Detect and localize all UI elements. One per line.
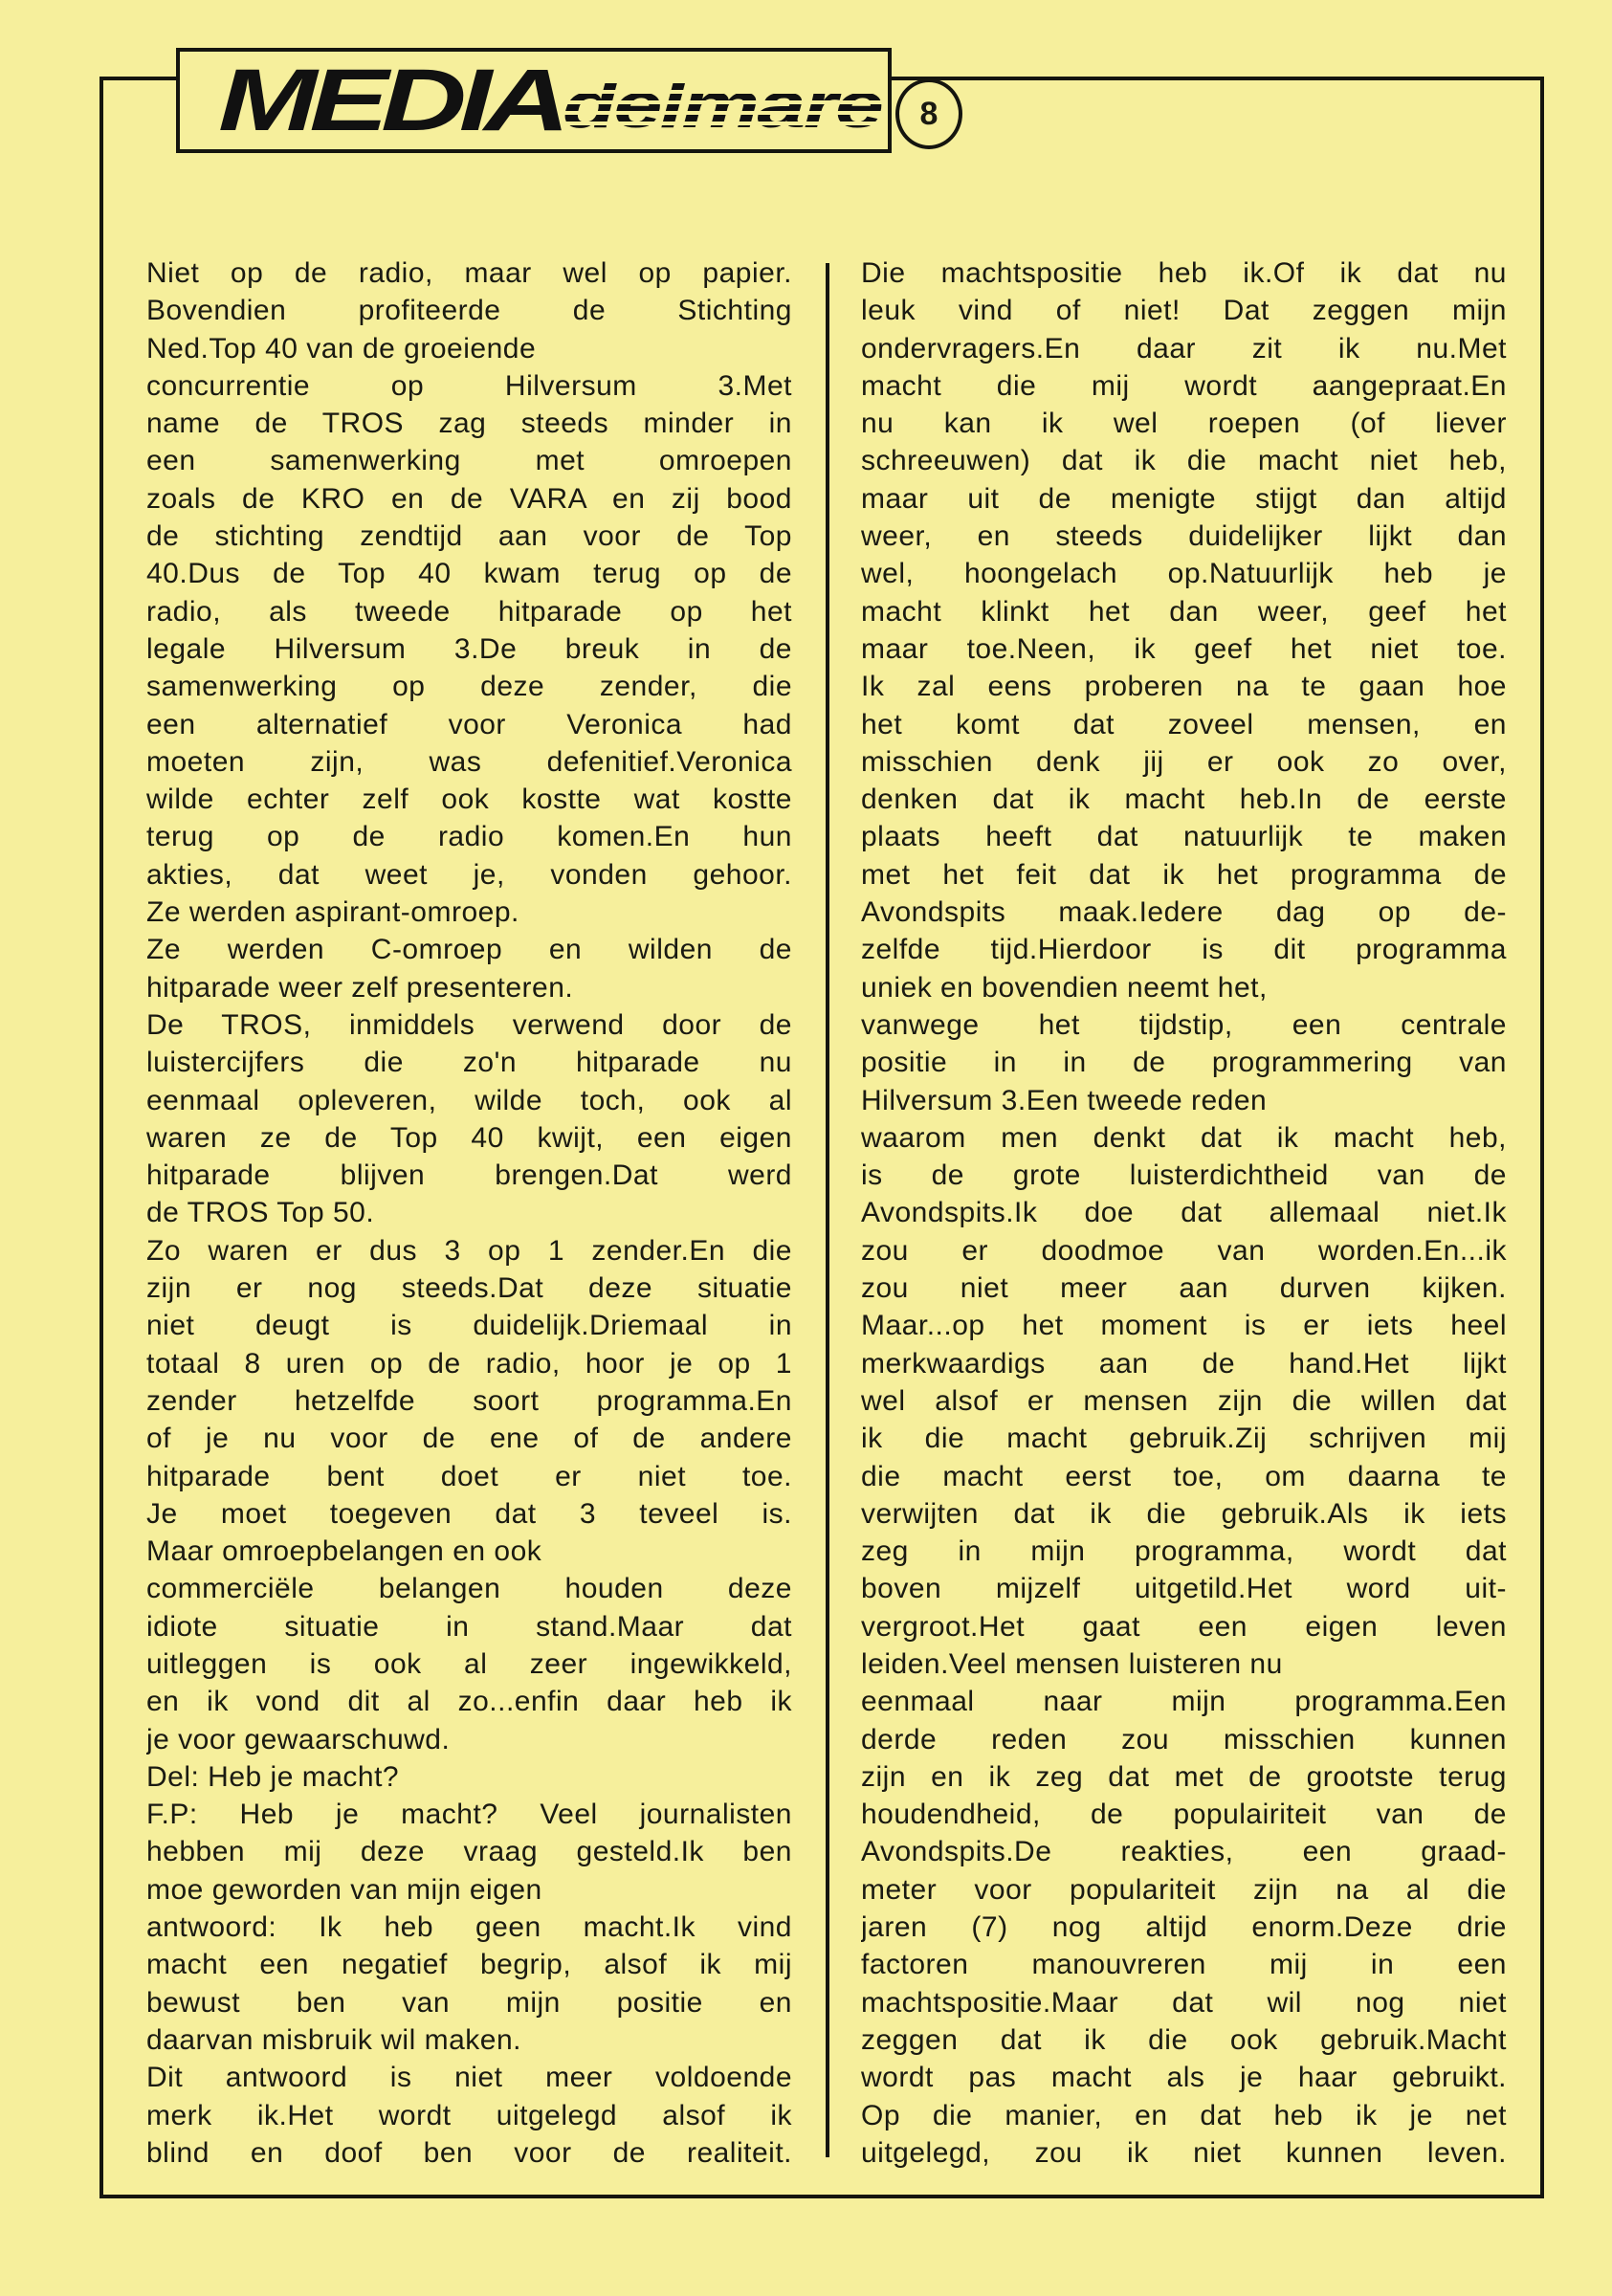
text-line: hitparade weer zelf presenteren. xyxy=(146,971,574,1004)
text-line: merkwaardigs aan de hand.Het lijkt xyxy=(861,1347,1507,1380)
text-line: zender hetzelfde soort programma.En xyxy=(146,1384,792,1417)
text-line: niet deugt is duidelijk.Driemaal in xyxy=(146,1310,792,1342)
article-column-left xyxy=(146,254,792,2172)
text-line: De TROS, inmiddels verwend door de xyxy=(146,1008,792,1041)
text-line: Niet op de radio, maar wel op papier. xyxy=(146,257,792,289)
text-line: Zo waren er dus 3 op 1 zender.En die xyxy=(146,1234,792,1267)
text-line: houdendheid, de populairiteit van de xyxy=(861,1799,1507,1831)
text-line: idiote situatie in stand.Maar dat xyxy=(146,1610,792,1643)
text-line: antwoord: Ik heb geen macht.Ik vind xyxy=(146,1911,792,1944)
text-line: zou niet meer aan durven kijken. xyxy=(861,1272,1507,1305)
text-line: legale Hilversum 3.De breuk in de xyxy=(146,632,792,665)
masthead xyxy=(176,48,892,153)
text-line: radio, als tweede hitparade op het xyxy=(146,595,792,628)
text-line: eenmaal naar mijn programma.Een xyxy=(861,1686,1507,1718)
text-line: zoals de KRO en de VARA en zij bood xyxy=(146,482,792,515)
text-line: machtspositie.Maar dat wil nog niet xyxy=(861,1986,1507,2019)
text-line: zou er doodmoe van worden.En...ik xyxy=(861,1234,1507,1267)
text-line: zelfde tijd.Hierdoor is dit programma xyxy=(861,934,1507,966)
text-line: misschien denk jij er ook zo over, xyxy=(861,745,1507,778)
text-line: een samenwerking met omroepen xyxy=(146,445,792,477)
text-line: merk ik.Het wordt uitgelegd alsof ik xyxy=(146,2099,792,2131)
text-line: is de grote luisterdichtheid van de xyxy=(861,1159,1507,1192)
text-line: vanwege het tijdstip, een centrale xyxy=(861,1008,1507,1041)
text-line: name de TROS zag steeds minder in xyxy=(146,408,792,440)
text-line: Maar...op het moment is er iets heel xyxy=(861,1310,1507,1342)
text-line: luistercijfers die zo'n hitparade nu xyxy=(146,1047,792,1079)
text-line: samenwerking op deze zender, die xyxy=(146,671,792,703)
text-line: uniek en bovendien neemt het, xyxy=(861,971,1268,1004)
text-line: moeten zijn, was defenitief.Veronica xyxy=(146,745,792,778)
text-line: het komt dat zoveel mensen, en xyxy=(861,708,1507,740)
text-line: leuk vind of niet! Dat zeggen mijn xyxy=(861,295,1507,327)
text-line: of je nu voor de ene of de andere xyxy=(146,1423,792,1455)
text-line: Ik zal eens proberen na te gaan hoe xyxy=(861,671,1507,703)
text-line: wel alsof er mensen zijn die willen dat xyxy=(861,1384,1507,1417)
text-line: akties, dat weet je, vonden gehoor. xyxy=(146,858,792,891)
text-line: hebben mij deze vraag gesteld.Ik ben xyxy=(146,1836,792,1868)
text-line: moe geworden van mijn eigen xyxy=(146,1873,542,1906)
text-line: maar uit de menigte stijgt dan altijd xyxy=(861,482,1507,515)
text-line: positie in in de programmering van xyxy=(861,1047,1507,1079)
text-line: commerciële belangen houden deze xyxy=(146,1573,792,1605)
text-line: maar toe.Neen, ik geef het niet toe. xyxy=(861,632,1507,665)
text-line: hitparade blijven brengen.Dat werd xyxy=(146,1159,792,1192)
text-line: uitgelegd, zou ik niet kunnen leven. xyxy=(861,2136,1507,2169)
text-line: Je moet toegeven dat 3 teveel is. xyxy=(146,1497,792,1530)
text-line: macht klinkt het dan weer, geef het xyxy=(861,595,1507,628)
column-divider xyxy=(826,263,829,2157)
text-line: wilde echter zelf ook kostte wat kostte xyxy=(146,784,792,816)
text-line: zeg in mijn programma, wordt dat xyxy=(861,1535,1507,1568)
logo-media: MEDIA xyxy=(218,52,563,149)
text-line: en ik vond dit al zo...enfin daar heb ik xyxy=(146,1686,792,1718)
text-line: vergroot.Het gaat een eigen leven xyxy=(861,1610,1507,1643)
text-line: F.P: Heb je macht? Veel journalisten xyxy=(146,1799,792,1831)
text-line: 40.Dus de Top 40 kwam terug op de xyxy=(146,558,792,590)
text-line: met het feit dat ik het programma de xyxy=(861,858,1507,891)
text-line: plaats heeft dat natuurlijk te maken xyxy=(861,821,1507,853)
text-line: daarvan misbruik wil maken. xyxy=(146,2023,521,2056)
text-line: die macht eerst toe, om daarna te xyxy=(861,1460,1507,1492)
text-line: Die machtspositie heb ik.Of ik dat nu xyxy=(861,257,1507,289)
text-line: boven mijzelf uitgetild.Het word uit- xyxy=(861,1573,1507,1605)
text-line: Maar omroepbelangen en ook xyxy=(146,1535,542,1568)
text-line: schreeuwen) dat ik die macht niet heb, xyxy=(861,445,1507,477)
text-line: de stichting zendtijd aan voor de Top xyxy=(146,520,792,553)
text-line: terug op de radio komen.En hun xyxy=(146,821,792,853)
text-line: Dit antwoord is niet meer voldoende xyxy=(146,2062,792,2094)
text-line: Ze werden aspirant-omroep. xyxy=(146,896,519,929)
text-line: leiden.Veel mensen luisteren nu xyxy=(861,1647,1283,1680)
text-line: weer, en steeds duidelijker lijkt dan xyxy=(861,520,1507,553)
text-line: zeggen dat ik die ook gebruik.Macht xyxy=(861,2023,1507,2056)
logo-delmare: delmare xyxy=(563,69,882,142)
text-line: Ned.Top 40 van de groeiende xyxy=(146,332,537,364)
text-line: denken dat ik macht heb.In de eerste xyxy=(861,784,1507,816)
text-line: bewust ben van mijn positie en xyxy=(146,1986,792,2019)
text-line: macht een negatief begrip, alsof ik mij xyxy=(146,1949,792,1981)
text-line: de TROS Top 50. xyxy=(146,1197,375,1229)
text-line: macht die mij wordt aangepraat.En xyxy=(861,369,1507,402)
text-line: Avondspits maak.Iedere dag op de- xyxy=(861,896,1507,929)
text-line: je voor gewaarschuwd. xyxy=(146,1723,451,1755)
text-line: derde reden zou misschien kunnen xyxy=(861,1723,1507,1755)
text-line: waarom men denkt dat ik macht heb, xyxy=(861,1121,1507,1154)
text-line: wordt pas macht als je haar gebruikt. xyxy=(861,2062,1507,2094)
text-line: verwijten dat ik die gebruik.Als ik iets xyxy=(861,1497,1507,1530)
text-line: meter voor populariteit zijn na al die xyxy=(861,1873,1507,1906)
text-line: ik die macht gebruik.Zij schrijven mij xyxy=(861,1423,1507,1455)
text-line: Bovendien profiteerde de Stichting xyxy=(146,295,792,327)
text-line: concurrentie op Hilversum 3.Met xyxy=(146,369,792,402)
text-line: factoren manouvreren mij in een xyxy=(861,1949,1507,1981)
text-line: nu kan ik wel roepen (of liever xyxy=(861,408,1507,440)
article-column-right xyxy=(861,254,1507,2172)
text-line: ondervragers.En daar zit ik nu.Met xyxy=(861,332,1507,364)
text-line: wel, hoongelach op.Natuurlijk heb je xyxy=(861,558,1507,590)
text-line: een alternatief voor Veronica had xyxy=(146,708,792,740)
page-number: 8 xyxy=(895,78,962,149)
text-line: Avondspits.Ik doe dat allemaal niet.Ik xyxy=(861,1197,1507,1229)
text-line: Ze werden C-omroep en wilden de xyxy=(146,934,792,966)
text-line: hitparade bent doet er niet toe. xyxy=(146,1460,792,1492)
text-line: jaren (7) nog altijd enorm.Deze drie xyxy=(861,1911,1507,1944)
text-line: Del: Heb je macht? xyxy=(146,1760,400,1793)
text-line: zijn en ik zeg dat met de grootste terug xyxy=(861,1760,1507,1793)
text-line: waren ze de Top 40 kwijt, een eigen xyxy=(146,1121,792,1154)
text-line: Op die manier, en dat heb ik je net xyxy=(861,2099,1507,2131)
text-line: totaal 8 uren op de radio, hoor je op 1 xyxy=(146,1347,792,1380)
text-line: Avondspits.De reakties, een graad- xyxy=(861,1836,1507,1868)
text-line: zijn er nog steeds.Dat deze situatie xyxy=(146,1272,792,1305)
text-line: blind en doof ben voor de realiteit. xyxy=(146,2136,792,2169)
text-line: uitleggen is ook al zeer ingewikkeld, xyxy=(146,1647,792,1680)
text-line: Hilversum 3.Een tweede reden xyxy=(861,1084,1268,1116)
text-line: eenmaal opleveren, wilde toch, ook al xyxy=(146,1084,792,1116)
